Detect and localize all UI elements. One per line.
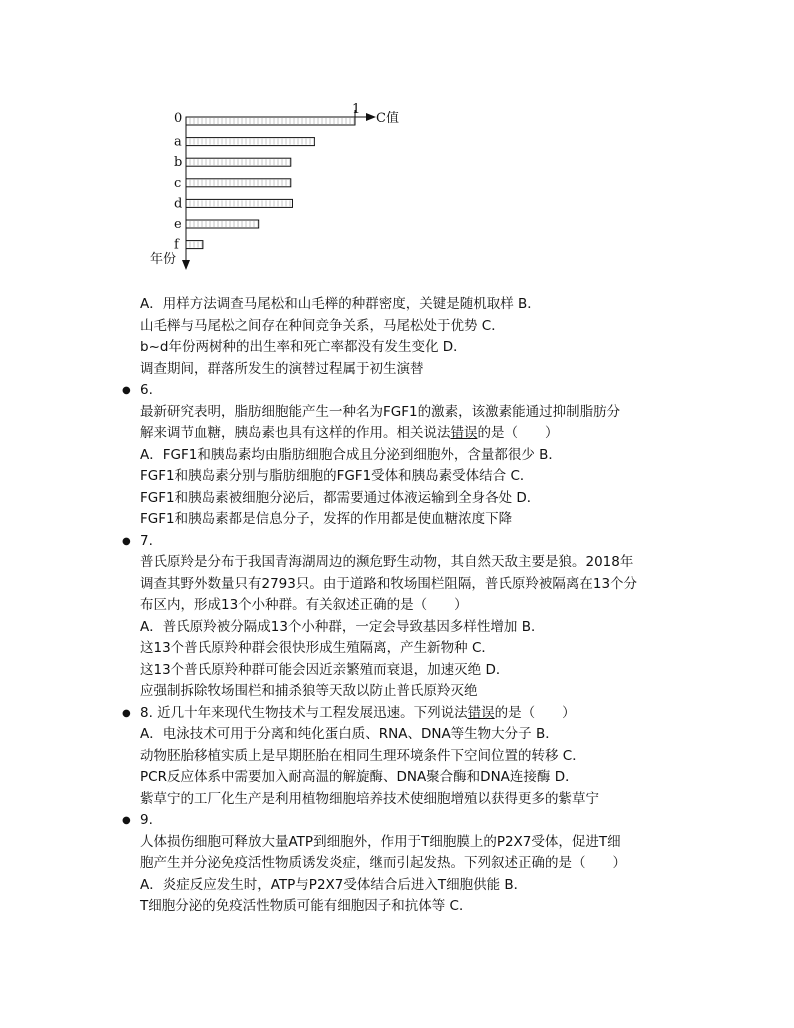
q9-stem-line: 胞产生并分泌免疫活性物质诱发炎症，继而引起发热。下列叙述正确的是（ ） xyxy=(140,855,626,871)
y-labels xyxy=(174,111,182,253)
q7-number: 7. xyxy=(140,532,153,549)
question-7 xyxy=(122,531,740,703)
y-tick-label: a xyxy=(174,134,182,150)
q9-option: A．炎症反应发生时，ATP与P2X7受体结合后进入T细胞供能 B． xyxy=(140,876,528,893)
bar-0 xyxy=(186,117,355,125)
q8-option: 动物胚胎移植实质上是早期胚胎在相同生理环境条件下空间位置的转移 C． xyxy=(140,747,586,764)
q7-option: 这13个普氏原羚种群会很快形成生殖隔离，产生新物种 C． xyxy=(140,640,495,656)
question-6 xyxy=(122,380,740,531)
x-axis-arrow xyxy=(366,113,376,121)
q8-option: 紫草宁的工厂化生产是利用植物细胞培养技术使细胞增殖以获得更多的紫草宁 xyxy=(140,790,599,807)
q6-option: FGF1和胰岛素被细胞分泌后，都需要通过体液运输到全身各处 D． xyxy=(140,489,541,506)
q7-stem-line: 调查其野外数量只有2793只。由于道路和牧场围栏阻隔，普氏原羚被隔离在13个分 xyxy=(140,575,638,592)
q5-option-b: 山毛榉与马尾松之间存在种间竞争关系，马尾松处于优势 C． xyxy=(140,317,505,334)
bar-c xyxy=(186,179,291,187)
q5-option-a: A．用样方法调查马尾松和山毛榉的种群密度，关键是随机取样 B． xyxy=(140,296,541,312)
bullet-icon: ● xyxy=(122,815,131,826)
bar-f xyxy=(186,241,203,249)
q5-options xyxy=(140,294,740,380)
q7-stem-line: 布区内，形成13个小种群。有关叙述正确的是（ ） xyxy=(140,597,468,613)
x-axis-label: C值 xyxy=(376,111,399,126)
bullet-icon: ● xyxy=(122,535,131,547)
bullet-icon: ● xyxy=(122,707,131,719)
y-tick-label: e xyxy=(174,217,182,232)
question-9 xyxy=(122,810,740,918)
question-8 xyxy=(122,703,740,811)
q6-number: 6. xyxy=(140,382,153,398)
q5-option-d: 调查期间，群落所发生的演替过程属于初生演替 xyxy=(140,360,424,377)
q6-stem-tail: 的是（ ） xyxy=(477,425,559,441)
q6-stem-line: 最新研究表明，脂肪细胞能产生一种名为FGF1的激素，该激素能通过抑制脂肪分 xyxy=(140,403,621,420)
q6-option: FGF1和胰岛素都是信息分子，发挥的作用都是使血糖浓度下降 xyxy=(140,511,513,527)
q8-stem-head: 8. 近几十年来现代生物技术与工程发展迅速。下列说法 xyxy=(140,704,468,721)
q9-stem-line: 人体损伤细胞可释放大量ATP到细胞外，作用于T细胞膜上的P2X7受体，促进T细 xyxy=(140,833,621,850)
bars xyxy=(186,117,355,249)
bar-chart xyxy=(140,100,440,275)
bar-b xyxy=(186,158,291,166)
q9-option: T细胞分泌的免疫活性物质可能有细胞因子和抗体等 C． xyxy=(140,898,473,914)
q5-option-c: b~d年份两树种的出生率和死亡率都没有发生变化 D． xyxy=(140,339,467,355)
q6-option: FGF1和胰岛素分别与脂肪细胞的FGF1受体和胰岛素受体结合 C． xyxy=(140,468,534,484)
q8-emphasis: 错误 xyxy=(467,704,495,721)
q7-stem-line: 普氏原羚是分布于我国青海湖周边的濒危野生动物，其自然天敌主要是狼。2018年 xyxy=(140,554,634,570)
y-axis-arrow xyxy=(182,260,190,270)
q7-option: 应强制拆除牧场围栏和捕杀狼等天敌以防止普氏原羚灭绝 xyxy=(140,683,478,699)
q7-option: 这13个普氏原羚种群可能会因近亲繁殖而衰退，加速灭绝 D． xyxy=(140,661,510,678)
q9-number: 9. xyxy=(140,812,153,828)
q8-option: A．电泳技术可用于分离和纯化蛋白质、RNA、DNA等生物大分子 B． xyxy=(140,726,559,742)
y-tick-label: c xyxy=(174,175,182,191)
y-tick-label: d xyxy=(174,196,183,212)
bullet-icon: ● xyxy=(122,385,131,396)
y-tick-label: b xyxy=(174,155,183,171)
q6-option: A．FGF1和胰岛素均由脂肪细胞合成且分泌到细胞外，含量都很少 B． xyxy=(140,446,562,463)
y-axis-label: 年份 xyxy=(150,252,177,267)
q6-stem-line: 解来调节血糖，胰岛素也具有这样的作用。相关说法 xyxy=(140,425,451,441)
bar-e xyxy=(186,220,259,228)
x-tick-label: 1 xyxy=(352,102,361,117)
q6-emphasis: 错误 xyxy=(450,425,478,441)
q8-stem-tail: 的是（ ） xyxy=(494,704,576,721)
y-tick-label: f xyxy=(174,237,179,253)
q8-option: PCR反应体系中需要加入耐高温的解旋酶、DNA聚合酶和DNA连接酶 D． xyxy=(140,769,579,785)
question-text xyxy=(122,294,740,918)
y-tick-label: 0 xyxy=(174,111,183,126)
q7-option: A．普氏原羚被分隔成13个小种群，一定会导致基因多样性增加 B． xyxy=(140,618,545,635)
